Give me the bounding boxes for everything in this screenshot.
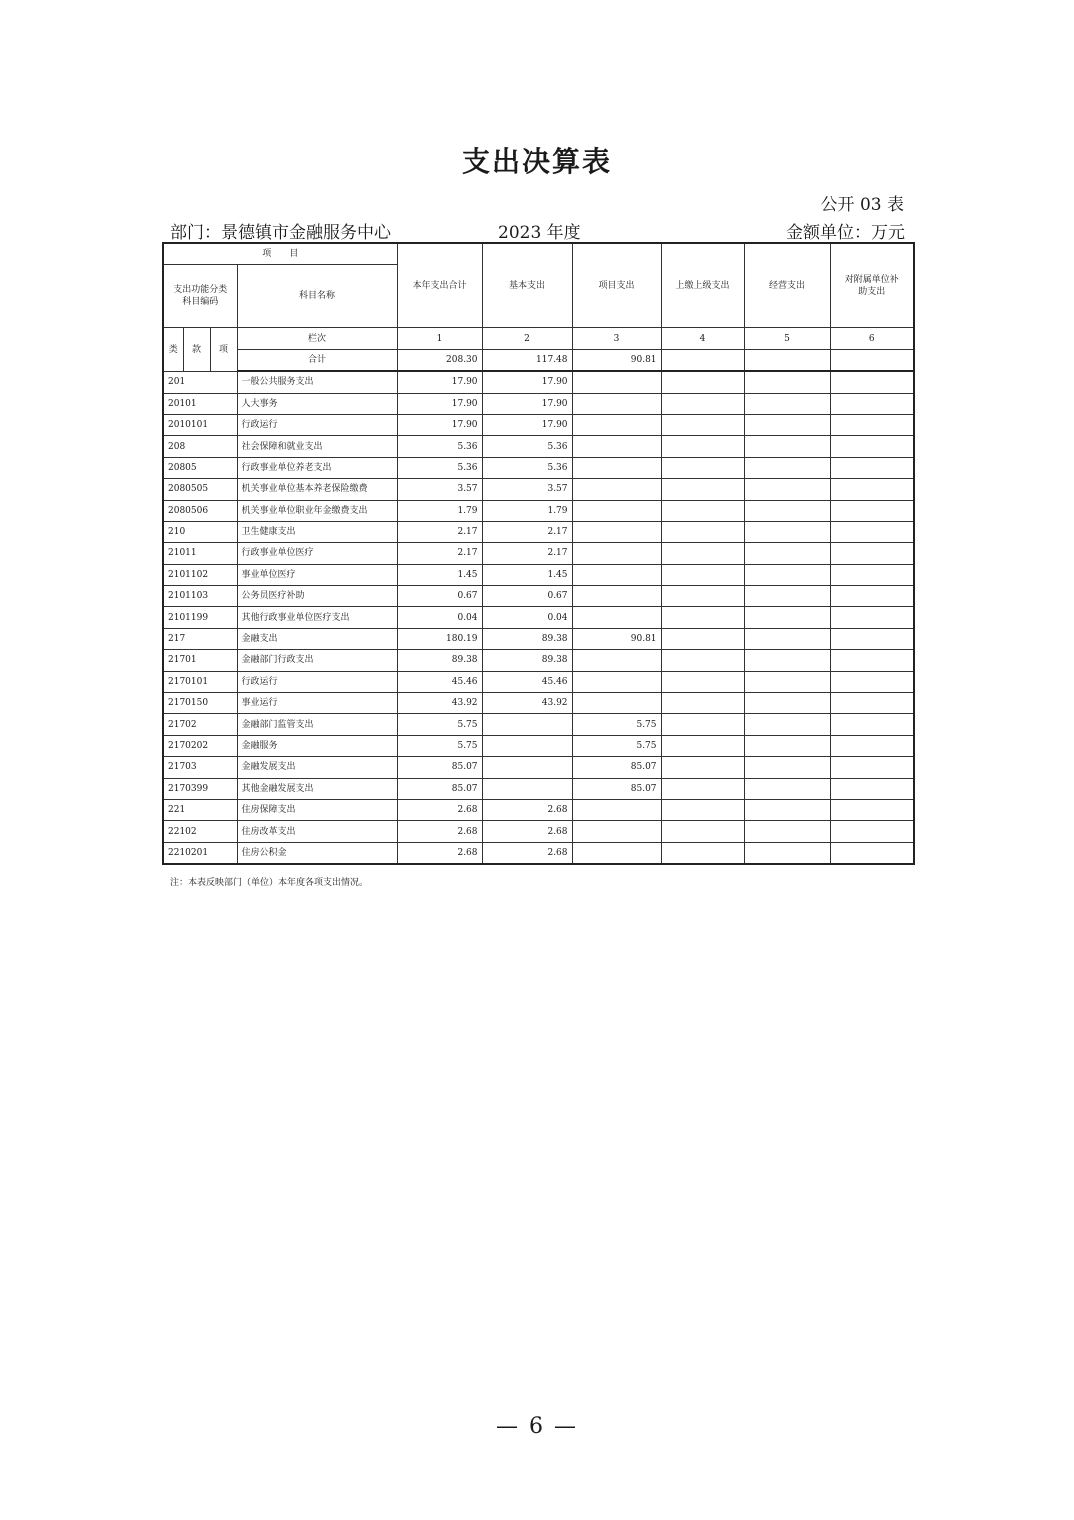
amount-operating — [744, 500, 830, 521]
amount-project: 5.75 — [572, 735, 661, 756]
amount-operating — [744, 628, 830, 649]
amount-remit — [661, 607, 744, 628]
col-number: 4 — [661, 328, 744, 349]
subject-code: 201 — [163, 371, 237, 393]
amount-total: 0.04 — [397, 607, 482, 628]
amount-project — [572, 521, 661, 542]
subject-code: 21702 — [163, 714, 237, 735]
amount-project — [572, 500, 661, 521]
amount-project — [572, 842, 661, 864]
amount-subsidy — [830, 757, 914, 778]
amount-total: 2.68 — [397, 799, 482, 820]
amount-subsidy — [830, 436, 914, 457]
header-col-subsidy-line2: 助支出 — [858, 286, 886, 297]
table-row — [163, 500, 914, 521]
amount-subsidy — [830, 671, 914, 692]
amount-total: 180.19 — [397, 628, 482, 649]
subject-code: 20101 — [163, 393, 237, 414]
header-lanci: 栏次 — [237, 328, 397, 349]
amount-subsidy — [830, 650, 914, 671]
total-value: 208.30 — [397, 349, 482, 371]
amount-basic: 1.79 — [482, 500, 572, 521]
subject-name: 行政事业单位养老支出 — [237, 457, 397, 478]
department-label: 部门：景德镇市金融服务中心 — [170, 223, 391, 243]
subject-name: 一般公共服务支出 — [237, 371, 397, 393]
amount-operating — [744, 521, 830, 542]
amount-project — [572, 607, 661, 628]
subject-name: 社会保障和就业支出 — [237, 436, 397, 457]
amount-total: 0.67 — [397, 586, 482, 607]
amount-remit — [661, 757, 744, 778]
total-value — [830, 349, 914, 371]
amount-basic: 2.68 — [482, 799, 572, 820]
amount-project: 85.07 — [572, 757, 661, 778]
fiscal-year: 2023 年度 — [498, 223, 581, 243]
amount-subsidy — [830, 586, 914, 607]
amount-remit — [661, 628, 744, 649]
amount-operating — [744, 371, 830, 393]
subject-code: 21703 — [163, 757, 237, 778]
amount-remit — [661, 799, 744, 820]
subject-code: 2080506 — [163, 500, 237, 521]
amount-total: 5.36 — [397, 457, 482, 478]
table-row — [163, 821, 914, 842]
table-row — [163, 414, 914, 435]
amount-subsidy — [830, 693, 914, 714]
header-col-remit: 上缴上级支出 — [661, 243, 744, 328]
amount-project — [572, 586, 661, 607]
amount-total: 45.46 — [397, 671, 482, 692]
total-value — [661, 349, 744, 371]
subject-code: 2170150 — [163, 693, 237, 714]
amount-subsidy — [830, 735, 914, 756]
subject-name: 行政运行 — [237, 414, 397, 435]
amount-remit — [661, 543, 744, 564]
amount-total: 17.90 — [397, 414, 482, 435]
table-body — [163, 371, 914, 864]
amount-project — [572, 693, 661, 714]
amount-project: 85.07 — [572, 778, 661, 799]
amount-basic — [482, 778, 572, 799]
total-value — [744, 349, 830, 371]
amount-operating — [744, 586, 830, 607]
table-row — [163, 457, 914, 478]
amount-subsidy — [830, 500, 914, 521]
table-row — [163, 521, 914, 542]
header-func-code — [163, 265, 237, 328]
page-number: — 6 — — [496, 1414, 578, 1439]
amount-remit — [661, 821, 744, 842]
amount-operating — [744, 543, 830, 564]
amount-basic: 17.90 — [482, 371, 572, 393]
amount-operating — [744, 671, 830, 692]
col-number: 1 — [397, 328, 482, 349]
amount-total: 17.90 — [397, 371, 482, 393]
header-col-project: 项目支出 — [572, 243, 661, 328]
amount-basic: 43.92 — [482, 693, 572, 714]
amount-project — [572, 650, 661, 671]
amount-remit — [661, 521, 744, 542]
amount-remit — [661, 778, 744, 799]
header-col-subsidy — [830, 243, 914, 328]
amount-subsidy — [830, 842, 914, 864]
amount-remit — [661, 414, 744, 435]
amount-operating — [744, 607, 830, 628]
header-col-operating: 经营支出 — [744, 243, 830, 328]
amount-basic: 0.67 — [482, 586, 572, 607]
table-row — [163, 799, 914, 820]
amount-total: 2.17 — [397, 543, 482, 564]
col-number: 2 — [482, 328, 572, 349]
subject-name: 其他金融发展支出 — [237, 778, 397, 799]
table-row — [163, 650, 914, 671]
amount-remit — [661, 693, 744, 714]
amount-basic — [482, 735, 572, 756]
amount-basic — [482, 757, 572, 778]
amount-basic: 1.45 — [482, 564, 572, 585]
amount-total: 43.92 — [397, 693, 482, 714]
amount-operating — [744, 436, 830, 457]
header-subject-name: 科目名称 — [237, 265, 397, 328]
amount-basic: 2.17 — [482, 521, 572, 542]
header-col-total: 本年支出合计 — [397, 243, 482, 328]
amount-operating — [744, 821, 830, 842]
subject-name: 住房改革支出 — [237, 821, 397, 842]
subject-code: 20805 — [163, 457, 237, 478]
document-title: 支出决算表 — [461, 145, 612, 178]
amount-basic: 89.38 — [482, 650, 572, 671]
amount-project — [572, 564, 661, 585]
amount-remit — [661, 714, 744, 735]
table-row — [163, 479, 914, 500]
amount-operating — [744, 842, 830, 864]
subject-code: 2170399 — [163, 778, 237, 799]
subject-name: 机关事业单位基本养老保险缴费 — [237, 479, 397, 500]
amount-total: 2.17 — [397, 521, 482, 542]
total-value: 90.81 — [572, 349, 661, 371]
subject-name: 住房保障支出 — [237, 799, 397, 820]
amount-total: 5.36 — [397, 436, 482, 457]
amount-operating — [744, 479, 830, 500]
amount-basic: 17.90 — [482, 393, 572, 414]
table-row — [163, 778, 914, 799]
amount-subsidy — [830, 371, 914, 393]
amount-remit — [661, 564, 744, 585]
subject-name: 卫生健康支出 — [237, 521, 397, 542]
subject-name: 事业单位医疗 — [237, 564, 397, 585]
header-func-code-line2: 科目编码 — [182, 297, 219, 308]
subject-code: 217 — [163, 628, 237, 649]
amount-basic: 0.04 — [482, 607, 572, 628]
amount-project — [572, 671, 661, 692]
amount-subsidy — [830, 714, 914, 735]
amount-total: 2.68 — [397, 821, 482, 842]
amount-project — [572, 799, 661, 820]
subject-name: 金融支出 — [237, 628, 397, 649]
amount-operating — [744, 799, 830, 820]
amount-subsidy — [830, 607, 914, 628]
amount-operating — [744, 757, 830, 778]
table-row — [163, 628, 914, 649]
subject-code: 2101102 — [163, 564, 237, 585]
amount-subsidy — [830, 543, 914, 564]
amount-project — [572, 821, 661, 842]
subject-code: 22102 — [163, 821, 237, 842]
amount-total: 1.45 — [397, 564, 482, 585]
subject-code: 2170101 — [163, 671, 237, 692]
amount-basic: 45.46 — [482, 671, 572, 692]
subject-name: 机关事业单位职业年金缴费支出 — [237, 500, 397, 521]
amount-basic: 3.57 — [482, 479, 572, 500]
subject-code: 21701 — [163, 650, 237, 671]
col-number: 5 — [744, 328, 830, 349]
amount-remit — [661, 500, 744, 521]
table-row — [163, 735, 914, 756]
amount-subsidy — [830, 479, 914, 500]
subject-name: 其他行政事业单位医疗支出 — [237, 607, 397, 628]
amount-subsidy — [830, 414, 914, 435]
subject-name: 行政运行 — [237, 671, 397, 692]
col-number: 3 — [572, 328, 661, 349]
amount-remit — [661, 671, 744, 692]
subject-code: 2010101 — [163, 414, 237, 435]
subject-code: 221 — [163, 799, 237, 820]
header-col-subsidy-line1: 对附属单位补 — [844, 274, 899, 285]
amount-total: 2.68 — [397, 842, 482, 864]
subject-code: 21011 — [163, 543, 237, 564]
subject-name: 行政事业单位医疗 — [237, 543, 397, 564]
header-kuan: 款 — [183, 328, 210, 371]
table-row — [163, 757, 914, 778]
subject-code: 2101103 — [163, 586, 237, 607]
amount-operating — [744, 393, 830, 414]
header-project: 项 目 — [163, 243, 397, 265]
header-col-basic: 基本支出 — [482, 243, 572, 328]
amount-basic: 2.17 — [482, 543, 572, 564]
amount-basic: 17.90 — [482, 414, 572, 435]
table-row — [163, 393, 914, 414]
table-row — [163, 586, 914, 607]
table-row — [163, 564, 914, 585]
table-row — [163, 671, 914, 692]
amount-total: 85.07 — [397, 778, 482, 799]
amount-project: 90.81 — [572, 628, 661, 649]
amount-remit — [661, 479, 744, 500]
amount-total: 5.75 — [397, 735, 482, 756]
subject-name: 金融部门行政支出 — [237, 650, 397, 671]
subject-name: 金融部门监管支出 — [237, 714, 397, 735]
subject-code: 2080505 — [163, 479, 237, 500]
subject-name: 人大事务 — [237, 393, 397, 414]
amount-remit — [661, 436, 744, 457]
subject-code: 2210201 — [163, 842, 237, 864]
subject-code: 2170202 — [163, 735, 237, 756]
amount-remit — [661, 735, 744, 756]
subject-code: 2101199 — [163, 607, 237, 628]
table-note: 注：本表反映部门（单位）本年度各项支出情况。 — [170, 878, 369, 888]
amount-basic: 5.36 — [482, 436, 572, 457]
amount-basic — [482, 714, 572, 735]
header-func-code-line1: 支出功能分类 — [173, 285, 228, 296]
amount-total: 17.90 — [397, 393, 482, 414]
amount-remit — [661, 371, 744, 393]
amount-total: 89.38 — [397, 650, 482, 671]
table-row — [163, 543, 914, 564]
total-value: 117.48 — [482, 349, 572, 371]
amount-remit — [661, 842, 744, 864]
amount-project — [572, 457, 661, 478]
amount-subsidy — [830, 564, 914, 585]
amount-project — [572, 543, 661, 564]
amount-operating — [744, 693, 830, 714]
header-xiang: 项 — [210, 328, 237, 371]
form-number: 公开 03 表 — [820, 195, 904, 215]
amount-remit — [661, 457, 744, 478]
subject-code: 210 — [163, 521, 237, 542]
amount-subsidy — [830, 457, 914, 478]
amount-remit — [661, 650, 744, 671]
subject-name: 金融服务 — [237, 735, 397, 756]
amount-operating — [744, 650, 830, 671]
subject-name: 公务员医疗补助 — [237, 586, 397, 607]
table-row — [163, 714, 914, 735]
amount-total: 1.79 — [397, 500, 482, 521]
amount-basic: 5.36 — [482, 457, 572, 478]
subject-code: 208 — [163, 436, 237, 457]
amount-basic: 2.68 — [482, 842, 572, 864]
amount-project — [572, 479, 661, 500]
table-row — [163, 371, 914, 393]
total-label: 合计 — [237, 349, 397, 371]
amount-subsidy — [830, 821, 914, 842]
document-meta — [170, 218, 905, 243]
amount-project — [572, 414, 661, 435]
amount-subsidy — [830, 628, 914, 649]
amount-remit — [661, 586, 744, 607]
subject-name: 住房公积金 — [237, 842, 397, 864]
table-row — [163, 436, 914, 457]
col-number: 6 — [830, 328, 914, 349]
amount-subsidy — [830, 778, 914, 799]
amount-operating — [744, 457, 830, 478]
amount-project — [572, 436, 661, 457]
amount-operating — [744, 778, 830, 799]
amount-subsidy — [830, 521, 914, 542]
subject-name: 金融发展支出 — [237, 757, 397, 778]
amount-total: 85.07 — [397, 757, 482, 778]
amount-project — [572, 371, 661, 393]
table-row — [163, 607, 914, 628]
amount-subsidy — [830, 393, 914, 414]
amount-project: 5.75 — [572, 714, 661, 735]
header-lei: 类 — [163, 328, 183, 371]
amount-operating — [744, 714, 830, 735]
table-row — [163, 693, 914, 714]
amount-operating — [744, 414, 830, 435]
amount-unit: 金额单位：万元 — [786, 223, 905, 243]
amount-basic: 2.68 — [482, 821, 572, 842]
amount-operating — [744, 735, 830, 756]
amount-basic: 89.38 — [482, 628, 572, 649]
amount-subsidy — [830, 799, 914, 820]
amount-total: 5.75 — [397, 714, 482, 735]
table-row — [163, 842, 914, 864]
amount-total: 3.57 — [397, 479, 482, 500]
amount-remit — [661, 393, 744, 414]
amount-operating — [744, 564, 830, 585]
amount-project — [572, 393, 661, 414]
subject-name: 事业运行 — [237, 693, 397, 714]
expenditure-table — [162, 242, 915, 865]
